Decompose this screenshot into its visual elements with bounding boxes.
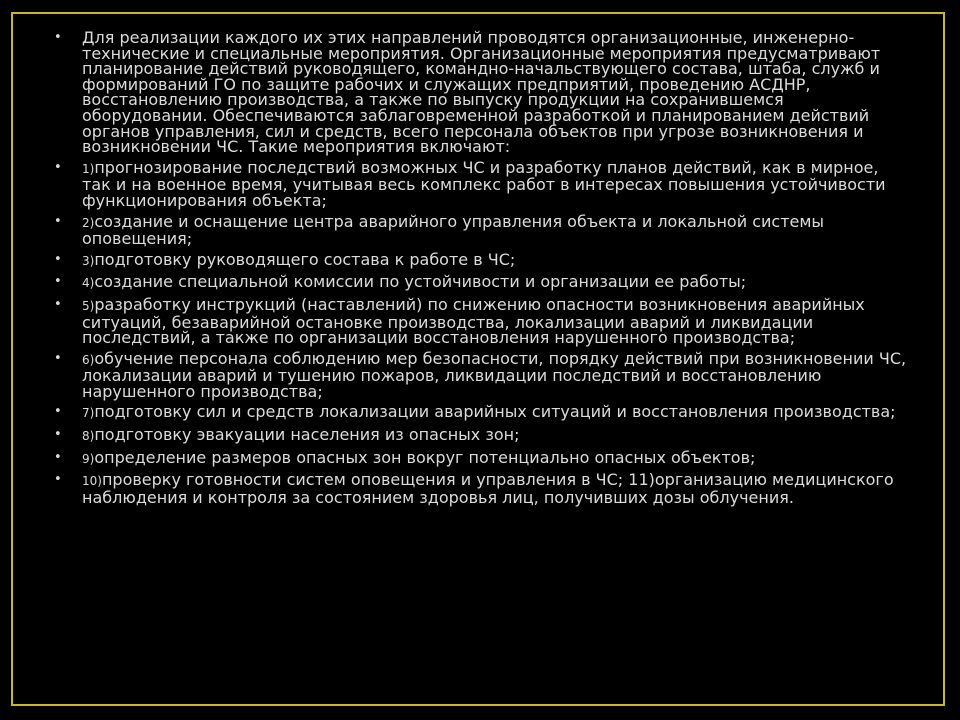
item-number: 7) [82, 406, 95, 421]
item-text: подготовку руководящего состава к работе в ЧС; [94, 249, 516, 269]
item-number: 10) [82, 474, 102, 489]
list-item [54, 211, 912, 249]
list-item [54, 157, 912, 210]
item-number: 4) [82, 276, 95, 291]
list-item [54, 274, 912, 292]
item-text: прогнозирование последствий возможных ЧС и разработку планов действий, как в мирное, так и на военное время, учитывая весь комплекс работ в интересах повышения устойчивости функционирования объекта; [82, 157, 886, 210]
bullet-dot-icon: • [54, 404, 62, 420]
item-number: 5) [82, 298, 95, 313]
item-number: 2) [82, 215, 95, 230]
bullet-dot-icon: • [54, 350, 62, 366]
bullet-dot-icon: • [54, 296, 62, 312]
list-item [54, 447, 912, 468]
item-text: определение размеров опасных зон вокруг потенциально опасных объектов; [94, 447, 756, 467]
item-text: подготовку эвакуации населения из опасных зон; [94, 425, 520, 445]
list-item [54, 404, 912, 422]
item-text: обучение персонала соблюдению мер безопасности, порядку действий при возникновении ЧС, локализации аварий и тушению пожаров, ликвидации последствий и восстановлению нарушенного производства; [82, 348, 907, 401]
item-text: создание специальной комиссии по устойчивости и организации ее работы; [94, 272, 747, 292]
item-number: 3) [82, 253, 95, 268]
bullet-dot-icon: • [54, 159, 62, 175]
item-text: подготовку сил и средств локализации аварийных ситуаций и восстановления производства; [94, 402, 896, 422]
item-number: 8) [82, 429, 95, 444]
item-text: разработку инструкций (наставлений) по снижению опасности возникновения аварийных ситуаций, безаварийной остановке производства, локализации аварий и ликвидации последствий, а также по организации восстановления нарушенного производства; [82, 294, 865, 348]
item-number: 9) [82, 451, 95, 466]
item-number: 1) [82, 161, 95, 176]
bullet-dot-icon: • [54, 472, 62, 488]
list-item [54, 427, 912, 445]
bullet-dot-icon: • [54, 30, 62, 45]
item-text: Для реализации каждого их этих направлений проводятся организационные, инженерно-технические и специальные мероприятия. Организационные мероприятия предусматривают планирование действий руководящего, командно-начальствующего состава, штаба, служб и формирований ГО по защите рабочих и служащих предприятий, проведению АСДНР, восстановлению производства, а также по выпуску продукции на сохранившемся оборудовании. Обеспечиваются заблаговременной разработкой и планированием действий органов управления, сил и средств, всего персонала объектов при угрозе возникновения и возникновении ЧС. Такие мероприятия включают: [82, 28, 881, 157]
item-text: создание и оснащение центра аварийного управления объекта и локальной системы оповещения; [82, 211, 825, 249]
list-item [54, 294, 912, 348]
bullet-dot-icon: • [54, 251, 62, 267]
list-item [54, 472, 912, 505]
list-item [54, 348, 912, 401]
bullet-list [54, 30, 912, 510]
list-item [54, 249, 912, 270]
item-text: проверку готовности систем оповещения и управления в ЧС; 11)организацию медицинского наблюдения и контроля за состоянием здоровья лиц, получивших дозы облучения. [82, 470, 894, 507]
list-item [54, 30, 912, 155]
bullet-dot-icon: • [54, 213, 62, 229]
bullet-dot-icon: • [54, 427, 62, 443]
item-number: 6) [82, 352, 95, 367]
bullet-dot-icon: • [54, 449, 62, 465]
bullet-dot-icon: • [54, 274, 62, 290]
